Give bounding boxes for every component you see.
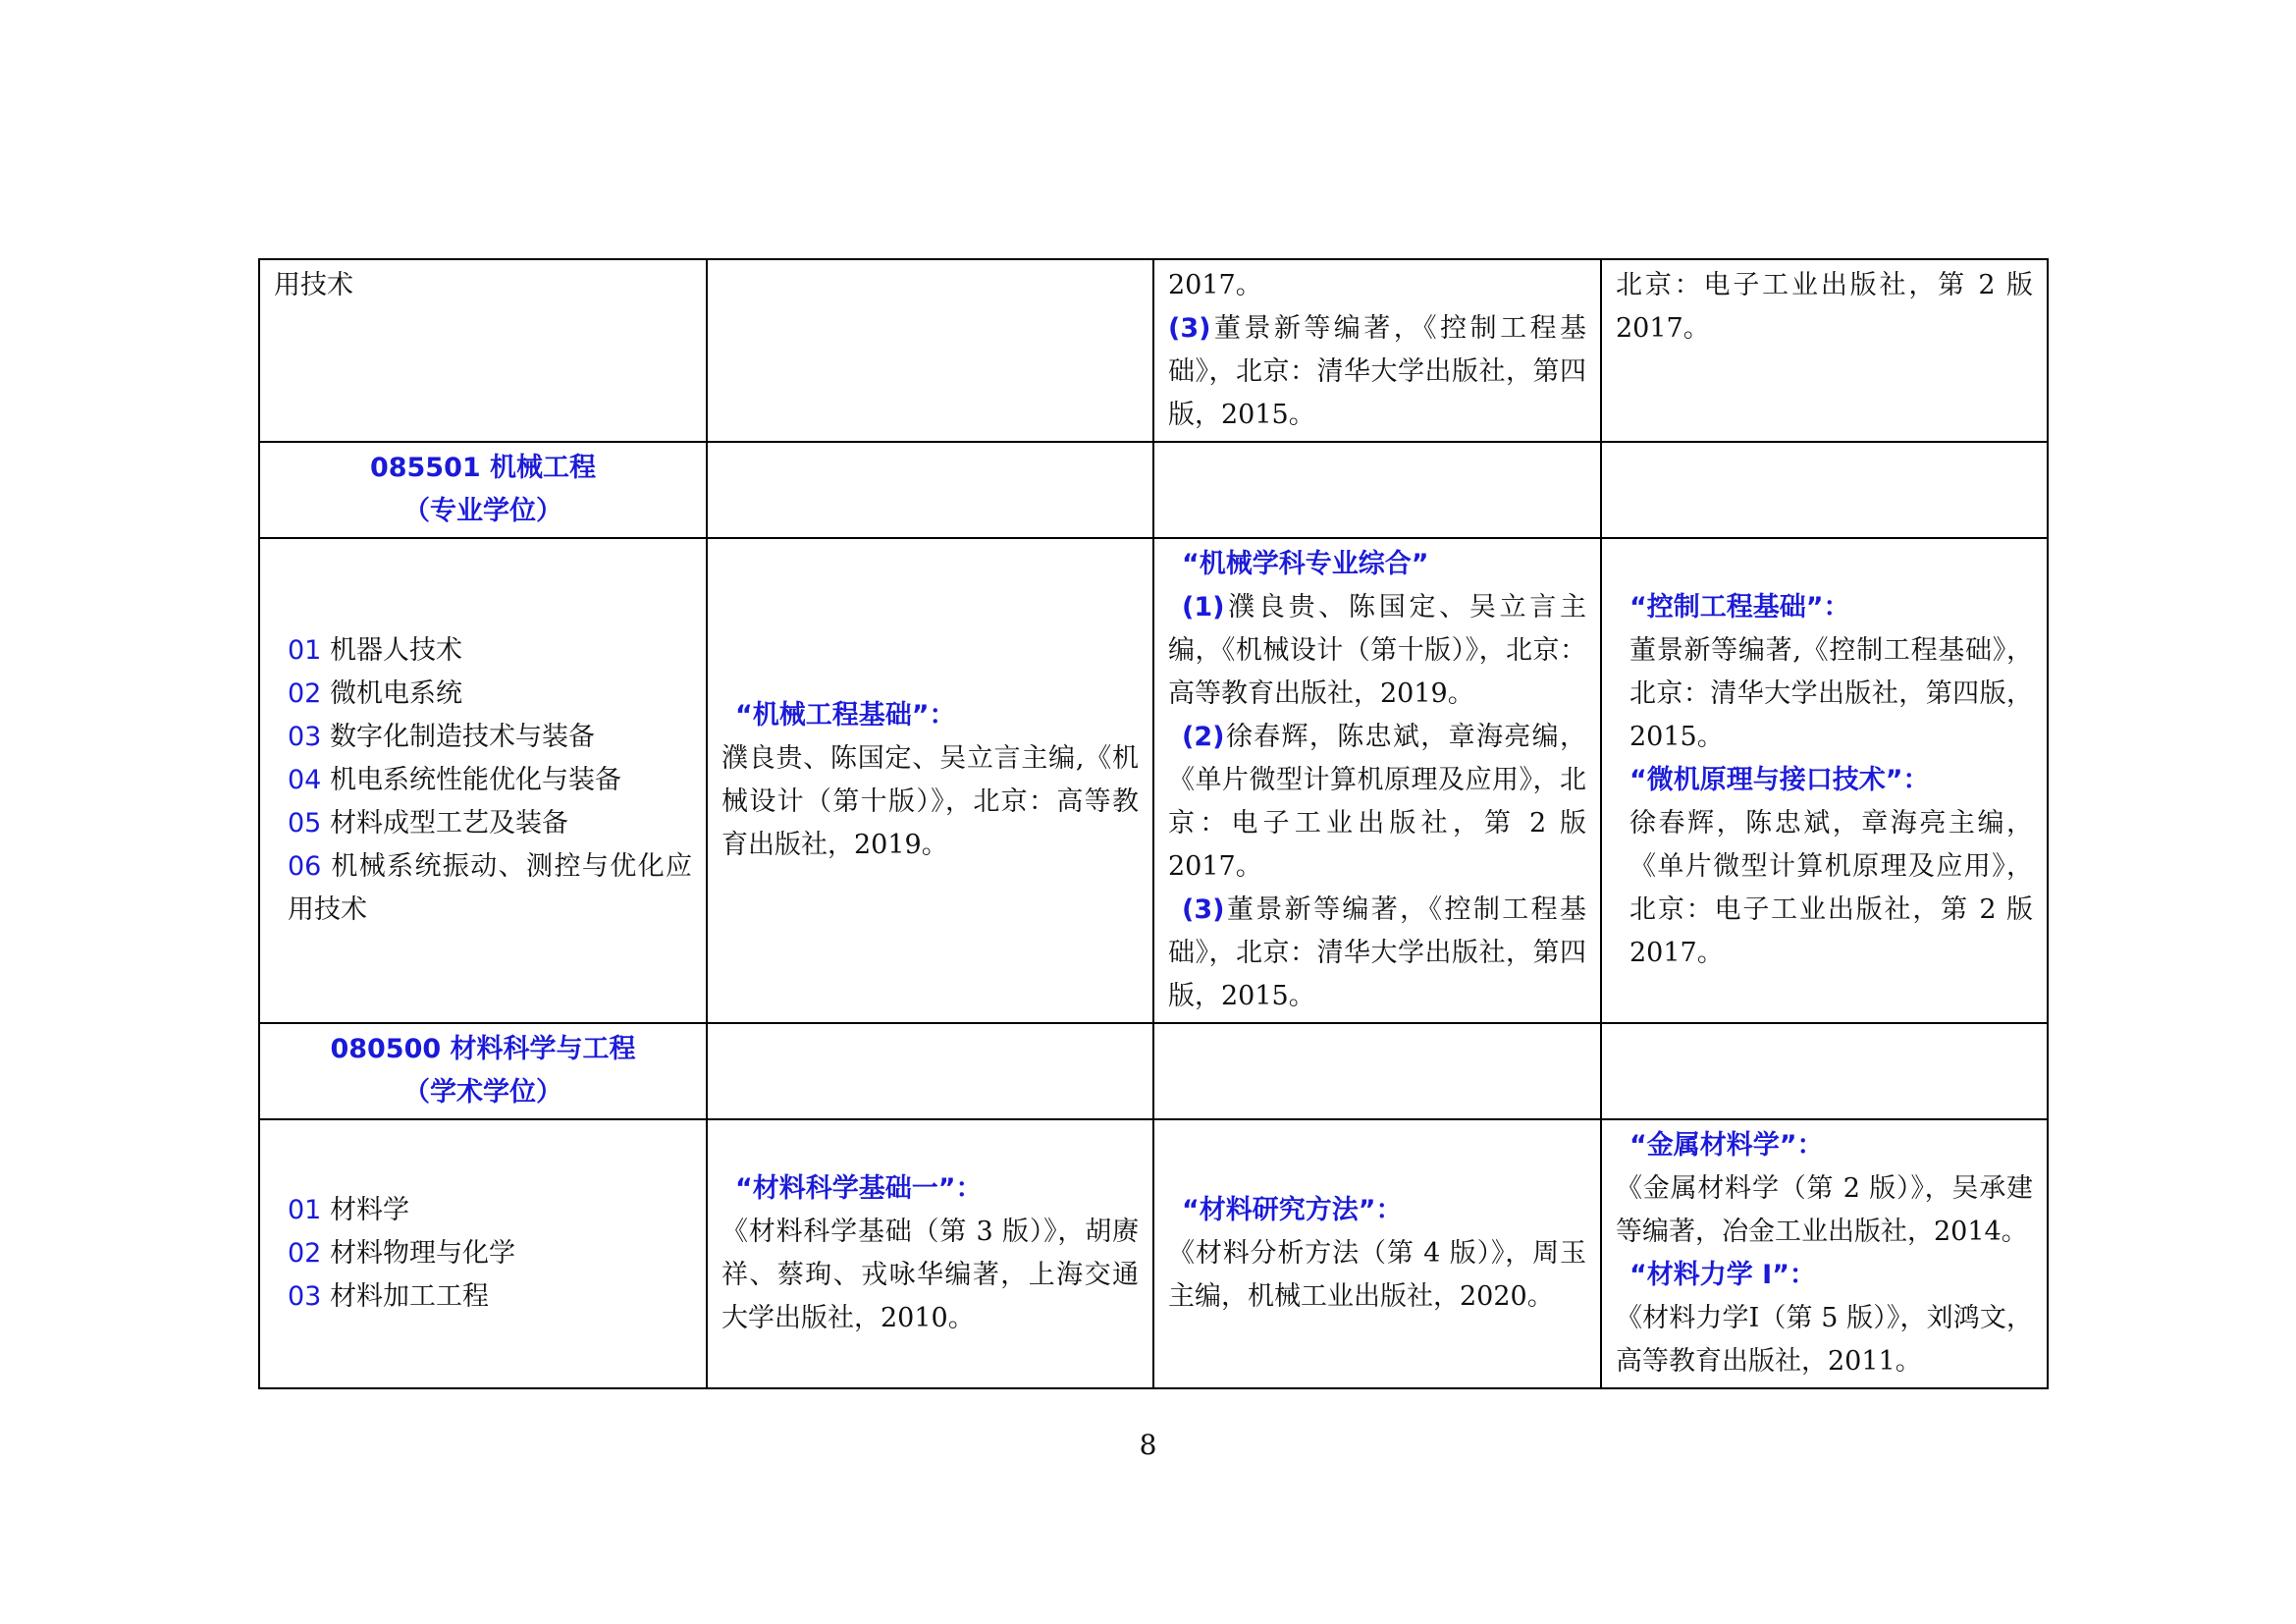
direction-item	[288, 802, 692, 845]
direction-item	[288, 1275, 692, 1319]
retest-continuation: 2017。	[1168, 270, 1262, 300]
direction-name: 材料物理与化学	[329, 1238, 515, 1269]
table-row	[259, 538, 2048, 1023]
ref-number: (2)	[1182, 722, 1225, 752]
subject-table	[258, 258, 2049, 1389]
empty-cell	[707, 1023, 1153, 1119]
direction-item	[288, 759, 692, 802]
direction-item	[288, 629, 692, 673]
direction-number: 02	[288, 1238, 322, 1269]
additional-subject-title: “材料力学 Ⅰ”：	[1629, 1260, 1816, 1290]
additional-reference: 董景新等编著,《控制工程基础》，北京：清华大学出版社，第四版，2015。	[1629, 635, 2033, 752]
ref-number: (1)	[1182, 592, 1225, 623]
empty-cell	[1153, 1023, 1601, 1119]
table-row	[259, 442, 2048, 538]
ref-text: 董景新等编著，《控制工程基础》，北京：清华大学出版社，第四版，2015。	[1168, 894, 1586, 1011]
exam-subject-title: “机械工程基础”：	[735, 700, 956, 731]
additional-reference: 徐春辉，陈忠斌，章海亮主编，《单片微型计算机原理及应用》，北京：电子工业出版社，第 2 版 2017。	[1629, 808, 2033, 968]
additional-continuation: 北京：电子工业出版社，第 2 版 2017。	[1616, 270, 2033, 344]
exam-cell	[707, 1119, 1153, 1388]
major-header-cell	[259, 1023, 707, 1119]
direction-continuation: 用技术	[274, 270, 353, 300]
additional-subject-title: “金属材料学”：	[1629, 1130, 1824, 1161]
ref-text: 徐春辉，陈忠斌，章海亮编，《单片微型计算机原理及应用》，北京：电子工业出版社，第 2 版 2017。	[1168, 722, 1586, 882]
exam-cell	[707, 538, 1153, 1023]
direction-number: 03	[288, 722, 322, 752]
direction-number: 06	[288, 851, 322, 882]
direction-name: 材料加工工程	[329, 1281, 489, 1312]
major-header-cell	[259, 442, 707, 538]
direction-number: 01	[288, 1195, 322, 1225]
direction-number: 05	[288, 808, 322, 839]
additional-reference: 《材料力学Ⅰ（第 5 版）》，刘鸿文，高等教育出版社，2011。	[1616, 1303, 2033, 1377]
retest-cell	[1153, 538, 1601, 1023]
additional-cell	[1601, 259, 2048, 442]
ref-number: (3)	[1168, 313, 1211, 344]
direction-name: 材料成型工艺及装备	[329, 808, 568, 839]
direction-number: 01	[288, 635, 322, 666]
direction-list	[274, 629, 692, 932]
table-row	[259, 1023, 2048, 1119]
major-degree-type: （专业学位）	[403, 496, 562, 526]
major-code-title: 080500 材料科学与工程	[330, 1034, 636, 1064]
direction-name: 微机电系统	[329, 678, 462, 709]
retest-cell	[1153, 1119, 1601, 1388]
direction-number: 02	[288, 678, 322, 709]
page-number: 8	[1139, 1429, 1157, 1461]
direction-item	[274, 845, 692, 932]
direction-list-cell	[259, 538, 707, 1023]
additional-subject-title: “微机原理与接口技术”：	[1629, 765, 1930, 795]
direction-name: 机器人技术	[329, 635, 462, 666]
table-row	[259, 1119, 2048, 1388]
additional-subject-title: “控制工程基础”：	[1629, 592, 1850, 623]
direction-item	[288, 716, 692, 759]
major-code-title: 085501 机械工程	[369, 453, 597, 483]
ref-text: 董景新等编著，《控制工程基础》，北京：清华大学出版社，第四版，2015。	[1168, 313, 1586, 430]
retest-subject-title: “材料研究方法”：	[1182, 1195, 1403, 1225]
direction-name: 机械系统振动、测控与优化应用技术	[288, 851, 693, 925]
retest-subject-title: “机械学科专业综合”	[1182, 549, 1429, 579]
ref-text: 濮良贵、陈国定、吴立言主编，《机械设计（第十版）》，北京：高等教育出版社，2019。	[1168, 592, 1586, 709]
exam-subject-title: “材料科学基础一”：	[735, 1173, 983, 1204]
additional-cell	[1601, 538, 2048, 1023]
direction-item	[288, 1232, 692, 1275]
direction-number: 04	[288, 765, 322, 795]
empty-cell	[1153, 442, 1601, 538]
direction-item	[288, 1189, 692, 1232]
ref-number: (3)	[1182, 894, 1225, 925]
empty-cell	[1601, 442, 2048, 538]
empty-cell	[707, 442, 1153, 538]
additional-reference: 《金属材料学（第 2 版）》，吴承建等编著，冶金工业出版社，2014。	[1616, 1173, 2033, 1247]
direction-list-cell	[259, 1119, 707, 1388]
additional-cell	[1601, 1119, 2048, 1388]
direction-cell	[259, 259, 707, 442]
direction-number: 03	[288, 1281, 322, 1312]
direction-name: 材料学	[329, 1195, 409, 1225]
major-degree-type: （学术学位）	[403, 1077, 562, 1108]
exam-reference: 濮良贵、陈国定、吴立言主编,《机械设计（第十版）》，北京：高等教育出版社，2019。	[721, 743, 1139, 860]
direction-name: 机电系统性能优化与装备	[329, 765, 621, 795]
retest-cell	[1153, 259, 1601, 442]
empty-cell	[1601, 1023, 2048, 1119]
direction-item	[288, 673, 692, 716]
retest-reference: 《材料分析方法（第 4 版）》，周玉主编，机械工业出版社，2020。	[1168, 1238, 1586, 1312]
exam-reference: 《材料科学基础（第 3 版）》，胡赓祥、蔡珣、戎咏华编著，上海交通大学出版社，2010。	[721, 1217, 1139, 1333]
table-row	[259, 259, 2048, 442]
direction-list	[274, 1189, 692, 1319]
exam-cell	[707, 259, 1153, 442]
direction-name: 数字化制造技术与装备	[329, 722, 595, 752]
